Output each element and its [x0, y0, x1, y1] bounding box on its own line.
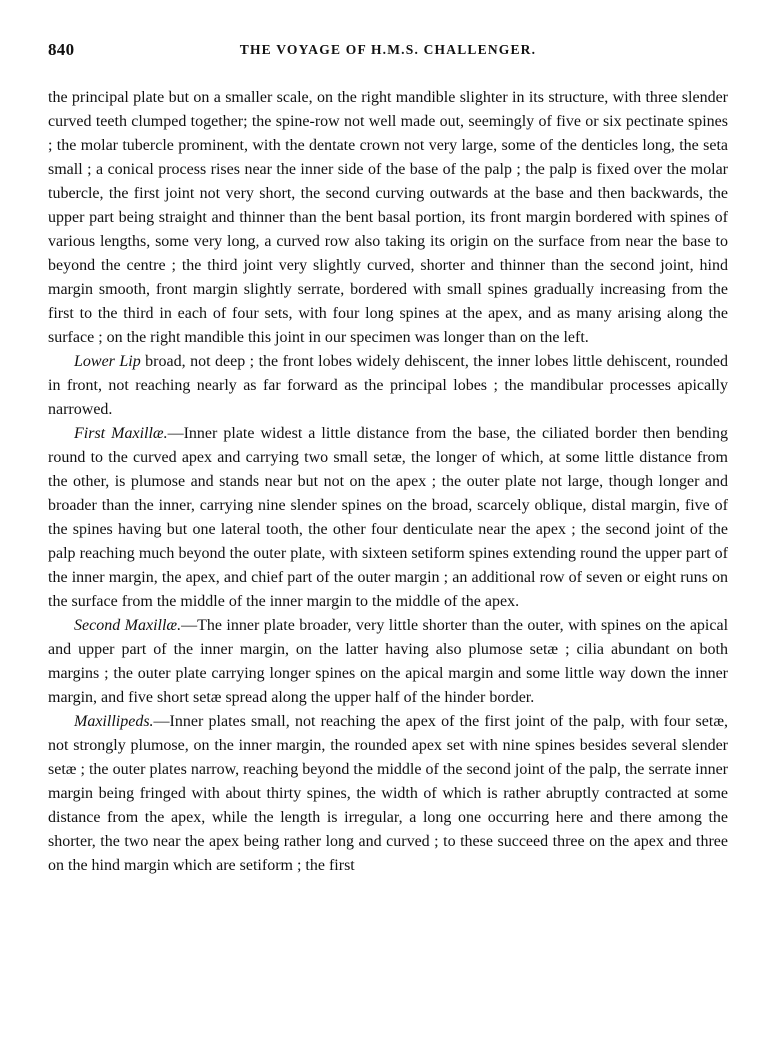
- paragraph-lower-lip: [48, 350, 728, 422]
- running-title: THE VOYAGE OF H.M.S. CHALLENGER.: [239, 42, 537, 57]
- page-body: [48, 86, 728, 878]
- paragraph-text: broad, not deep ; the front lobes widely dehiscent, the inner lobes little dehiscent, rounded in front, not reaching nearly as far forward as the principal lobes ; the mandibular processes apically narrowed.: [48, 353, 728, 418]
- document-page: [48, 40, 728, 878]
- paragraph-mandible-continuation: [48, 86, 728, 350]
- paragraph-text: —Inner plate widest a little distance from the base, the ciliated border then bending round to the curved apex and carrying two small setæ, the longer of which, at some little distance from the other, is plumose and stands near but not on the apex ; the outer plate not large, though longer and broader than the inner, carrying nine slender spines on the broad, scarcely oblique, distal margin, five of the spines having but one lateral tooth, the other four denticulate near the apex ; the second joint of the palp reaching much beyond the outer plate, with sixteen setiform spines extending round the upper part of the inner margin, the apex, and chief part of the outer margin ; an additional row of seven or eight runs on the surface from the middle of the inner margin to the middle of the apex.: [48, 425, 728, 610]
- paragraph-term: Lower Lip: [74, 353, 141, 370]
- paragraph-term: First Maxillæ.: [74, 425, 168, 442]
- paragraph-term: Maxillipeds.: [74, 713, 154, 730]
- paragraph-first-maxillae: [48, 422, 728, 614]
- page-header: [48, 40, 728, 64]
- paragraph-maxillipeds: [48, 710, 728, 878]
- paragraph-second-maxillae: [48, 614, 728, 710]
- page-number: 840: [48, 40, 75, 59]
- paragraph-text: —Inner plates small, not reaching the apex of the first joint of the palp, with four setæ, not strongly plumose, on the inner margin, the rounded apex set with nine spines besides several slender setæ ; the outer plates narrow, reaching beyond the middle of the second joint of the palp, the serrate inner margin being fringed with about thirty spines, the width of which is rather abruptly contracted at some distance from the apex, while the length is irregular, a long one occurring here and there among the shorter, the two near the apex being rather long and curved ; to these succeed three on the apex and three on the hind margin which are setiform ; the first: [48, 713, 728, 874]
- paragraph-text: the principal plate but on a smaller scale, on the right mandible slighter in its structure, with three slender curved teeth clumped together; the spine-row not well made out, seemingly of five or six pectinate spines ; the molar tubercle prominent, with the dentate crown not very large, some of the denticles long, the seta small ; a conical process rises near the inner side of the base of the palp ; the palp is fixed over the molar tubercle, the first joint not very short, the second curving outwards at the base and then backwards, the upper part being straight and thinner than the bent basal portion, its front margin bordered with spines of various lengths, some very long, a curved row also taking its origin on the surface from near the base to beyond the centre ; the third joint very slightly curved, shorter and thinner than the second joint, hind margin smooth, front margin slightly serrate, bordered with small spines gradually increasing from the first to the third in each of four sets, with four long spines at the apex, and as many arising along the surface ; on the right mandible this joint in our specimen was longer than on the left.: [48, 89, 728, 346]
- paragraph-text: —The inner plate broader, very little shorter than the outer, with spines on the apical and upper part of the inner margin, on the latter having also plumose setæ ; cilia abundant on both margins ; the outer plate carrying longer spines on the apical margin and some little way down the inner margin, and five short setæ spread along the upper half of the hinder border.: [48, 617, 729, 706]
- paragraph-term: Second Maxillæ.: [74, 617, 182, 634]
